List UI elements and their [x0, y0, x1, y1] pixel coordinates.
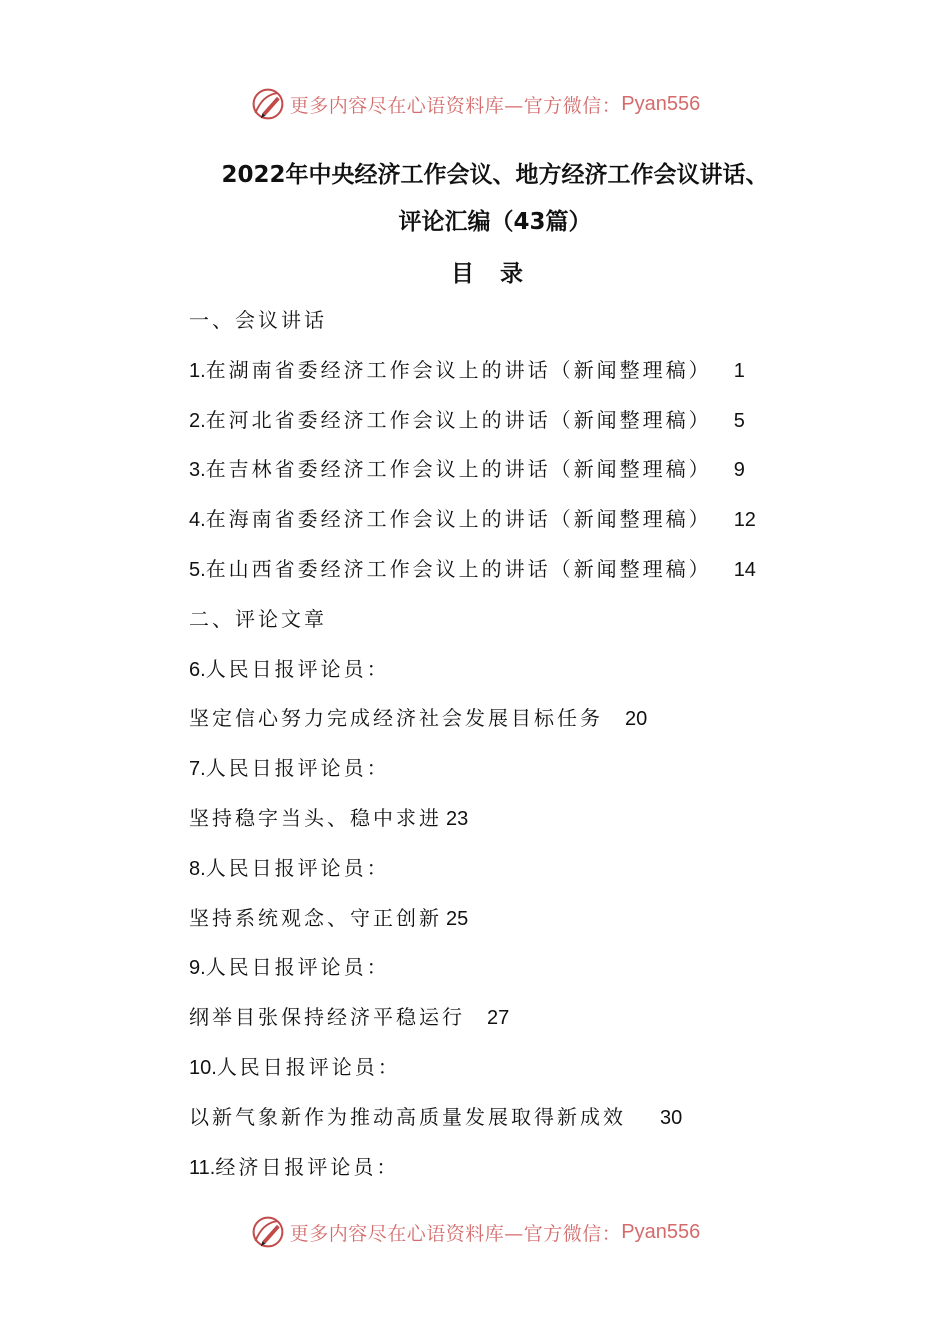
watermark-wechat-id: Pyan556	[621, 92, 701, 115]
toc-entry-page-number: 30	[660, 1106, 683, 1129]
toc-entry-number: 4.	[189, 509, 206, 532]
document-title-line-2: 评论汇编（43篇）	[398, 209, 592, 235]
toc-entry-number: 3.	[189, 459, 206, 482]
toc-entry-title: 二、评论文章	[189, 606, 327, 631]
pen-logo-icon	[250, 86, 286, 122]
toc-entry-title: 经济日报评论员：	[215, 1154, 400, 1179]
toc-entry-number: 8.	[189, 857, 206, 880]
footer-watermark	[0, 1210, 950, 1254]
toc-entry	[189, 551, 889, 601]
toc-entry-number: 7.	[189, 758, 206, 781]
toc-entry	[189, 999, 889, 1049]
toc-heading: 目录	[451, 261, 549, 287]
toc-entry	[189, 451, 889, 501]
toc-entry	[189, 700, 889, 750]
toc-entry-page-number: 5	[733, 409, 745, 432]
toc-entry	[189, 850, 889, 900]
watermark-text: 更多内容尽在心语资料库—官方微信：	[289, 1222, 622, 1245]
toc-entry-title: 在海南省委经济工作会议上的讲话（新闻整理稿）	[205, 507, 712, 532]
toc-entry-page-number: 25	[446, 907, 469, 930]
toc-entry	[189, 402, 889, 452]
toc-entry	[189, 1099, 889, 1149]
toc-entry	[189, 800, 889, 850]
toc-entry-page-number: 20	[625, 708, 648, 731]
table-of-contents	[189, 302, 889, 1198]
toc-entry-number: 11.	[189, 1156, 216, 1179]
toc-entry-number: 6.	[189, 658, 206, 681]
toc-entry-title: 人民日报评论员：	[205, 756, 390, 781]
watermark-wechat-id: Pyan556	[621, 1220, 701, 1243]
toc-entry-title: 在山西省委经济工作会议上的讲话（新闻整理稿）	[205, 556, 712, 581]
header-watermark	[0, 82, 950, 126]
toc-entry-title: 人民日报评论员：	[205, 855, 390, 880]
toc-entry-page-number: 12	[733, 509, 756, 532]
toc-entry-number: 10.	[189, 1056, 217, 1079]
toc-entry	[189, 352, 889, 402]
toc-entry-number: 5.	[189, 558, 206, 581]
toc-entry-page-number: 14	[733, 558, 756, 581]
toc-entry-title: 在吉林省委经济工作会议上的讲话（新闻整理稿）	[205, 457, 712, 482]
toc-entry-title: 以新气象新作为推动高质量发展取得新成效	[189, 1104, 626, 1129]
toc-entry-title: 坚定信心努力完成经济社会发展目标任务	[189, 706, 603, 731]
toc-entry	[189, 601, 889, 651]
toc-entry-number: 1.	[189, 359, 206, 382]
toc-entry	[189, 651, 889, 701]
pen-logo-icon	[250, 1214, 286, 1250]
toc-entry-title: 坚持系统观念、守正创新	[189, 905, 442, 930]
toc-entry-title: 在河北省委经济工作会议上的讲话（新闻整理稿）	[205, 407, 712, 432]
toc-entry	[189, 1049, 889, 1099]
toc-entry-page-number: 9	[733, 459, 745, 482]
toc-entry-number: 9.	[189, 957, 206, 980]
toc-entry	[189, 302, 889, 352]
toc-entry-title: 人民日报评论员：	[205, 955, 390, 980]
toc-entry	[189, 949, 889, 999]
toc-entry	[189, 501, 889, 551]
toc-entry-page-number: 1	[733, 359, 745, 382]
toc-entry-page-number: 23	[446, 807, 469, 830]
toc-entry-title: 人民日报评论员：	[216, 1054, 401, 1079]
toc-entry-title: 人民日报评论员：	[205, 656, 390, 681]
toc-entry	[189, 1149, 889, 1199]
document-title-line-1: 2022年中央经济工作会议、地方经济工作会议讲话、	[221, 162, 769, 188]
toc-entry-title: 一、会议讲话	[189, 308, 327, 332]
toc-entry	[189, 750, 889, 800]
watermark-text: 更多内容尽在心语资料库—官方微信：	[289, 94, 622, 117]
toc-entry-title: 坚持稳字当头、稳中求进	[189, 805, 442, 830]
toc-entry-title: 在湖南省委经济工作会议上的讲话（新闻整理稿）	[205, 357, 712, 382]
toc-entry-title: 纲举目张保持经济平稳运行	[189, 1005, 465, 1030]
toc-entry-number: 2.	[189, 409, 206, 432]
toc-entry-page-number: 27	[487, 1007, 510, 1030]
toc-entry	[189, 900, 889, 950]
